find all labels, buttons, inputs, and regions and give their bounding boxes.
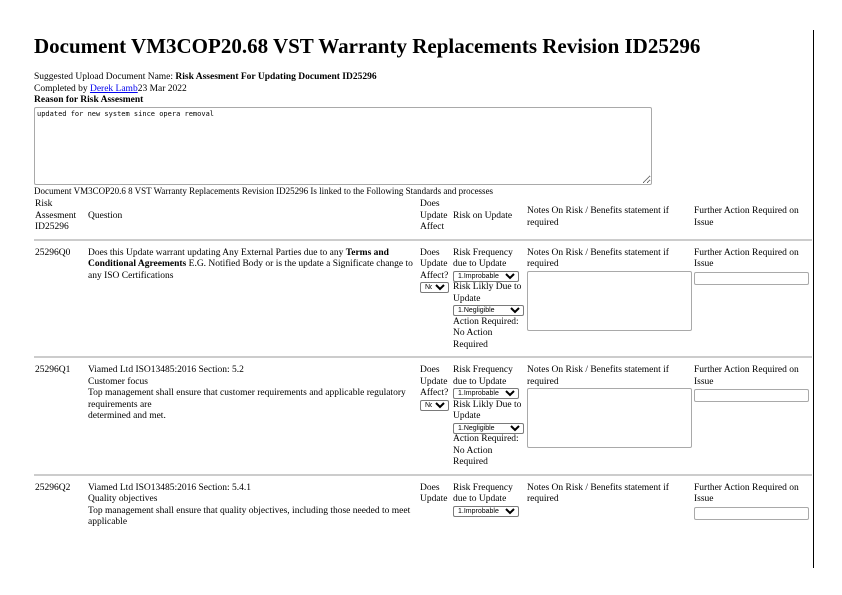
table-row <box>34 364 812 470</box>
suggested-name: Risk Assesment For Updating Document ID25296 <box>175 72 377 82</box>
divider <box>34 474 812 476</box>
does-update-cell: Does Update Affect? No <box>419 247 452 353</box>
row-question: Viamed Ltd ISO13485:2016 Section: 5.2 Customer focus Top management shall ensure that customer requirements and applicable regulatory requirements are determined and met. <box>88 365 406 421</box>
table-header <box>34 198 812 235</box>
further-cell: Further Action Required on Issue <box>693 364 812 470</box>
further-cell: Further Action Required on Issue <box>693 247 812 353</box>
notes-cell: Notes On Risk / Benefits statement if required <box>526 364 693 470</box>
document-meta <box>34 72 794 107</box>
does-update-cell: Does Update <box>420 482 448 504</box>
row-id: 25296Q2 <box>35 482 71 493</box>
notes-textarea[interactable] <box>527 388 692 448</box>
completed-by-link[interactable]: Derek Lamb <box>89 83 138 94</box>
linked-standards-text: Document VM3COP20.6 8 VST Warranty Replacements Revision ID25296 Is linked to the Following Standards and processes <box>34 186 494 196</box>
further-cell: Further Action Required on Issue <box>693 482 812 530</box>
risk-likelihood-select[interactable] <box>453 305 524 316</box>
suggested-name-line: Suggested Upload Document Name: Risk Assesment For Updating Document ID25296 <box>34 72 377 82</box>
table-row <box>34 247 812 353</box>
page-title: Document VM3COP20.68 VST Warranty Replacements Revision ID25296 <box>34 34 701 58</box>
action-required-value: No Action Required <box>453 328 493 350</box>
header-question: Question <box>88 211 123 221</box>
affect-select[interactable] <box>420 400 449 411</box>
reason-textarea[interactable]: updated for new system since opera removal <box>34 107 652 185</box>
reason-label: Reason for Risk Assesment <box>34 95 144 105</box>
row-id: 25296Q0 <box>35 247 71 258</box>
header-risk: Risk on Update <box>453 211 513 221</box>
notes-cell: Notes On Risk / Benefits statement if required <box>526 247 693 353</box>
risk-cell: Risk Frequency due to Update 1.Improbable Risk Likly Due to Update 1.Negligible Action Required: No Action Required <box>452 247 526 353</box>
header-id: Risk Assesment ID25296 <box>35 199 77 232</box>
header-further: Further Action Required on Issue <box>694 206 799 228</box>
row-question: Viamed Ltd ISO13485:2016 Section: 5.4.1 Quality objectives Top management shall ensure that quality objectives, including those needed to meet applicable <box>88 482 411 527</box>
affect-select[interactable] <box>420 282 449 293</box>
page-right-border <box>813 30 814 568</box>
notes-cell: Notes On Risk / Benefits statement if required <box>527 482 669 504</box>
row-question: Does this Update warrant updating Any External Parties due to any Terms and Conditional Agreements E.G. Notified Body or is the update a Significate change to any ISO Certifications <box>88 247 413 281</box>
further-action-input[interactable] <box>694 389 809 402</box>
risk-cell: Risk Frequency due to Update 1.Improbable <box>452 482 526 530</box>
risk-table <box>34 198 812 530</box>
risk-likelihood-select[interactable] <box>453 423 524 434</box>
divider <box>34 239 812 241</box>
divider <box>34 356 812 358</box>
risk-cell: Risk Frequency due to Update 1.Improbable Risk Likly Due to Update 1.Negligible Action Required: No Action Required <box>452 364 526 470</box>
header-notes: Notes On Risk / Benefits statement if required <box>527 206 669 228</box>
header-does-update: Does Update Affect <box>420 199 448 232</box>
does-update-cell: Does Update Affect? No <box>419 364 452 470</box>
further-action-input[interactable] <box>694 272 809 285</box>
further-action-input[interactable] <box>694 507 809 520</box>
risk-frequency-select[interactable] <box>453 388 519 399</box>
completed-by-line: Completed by Derek Lamb23 Mar 2022 <box>34 83 187 94</box>
risk-frequency-select[interactable] <box>453 506 519 517</box>
risk-frequency-select[interactable] <box>453 271 519 282</box>
notes-textarea[interactable] <box>527 271 692 331</box>
table-row <box>34 482 812 530</box>
action-required-value: No Action Required <box>453 445 493 467</box>
completed-date: 23 Mar 2022 <box>137 83 187 94</box>
row-id: 25296Q1 <box>35 365 71 375</box>
